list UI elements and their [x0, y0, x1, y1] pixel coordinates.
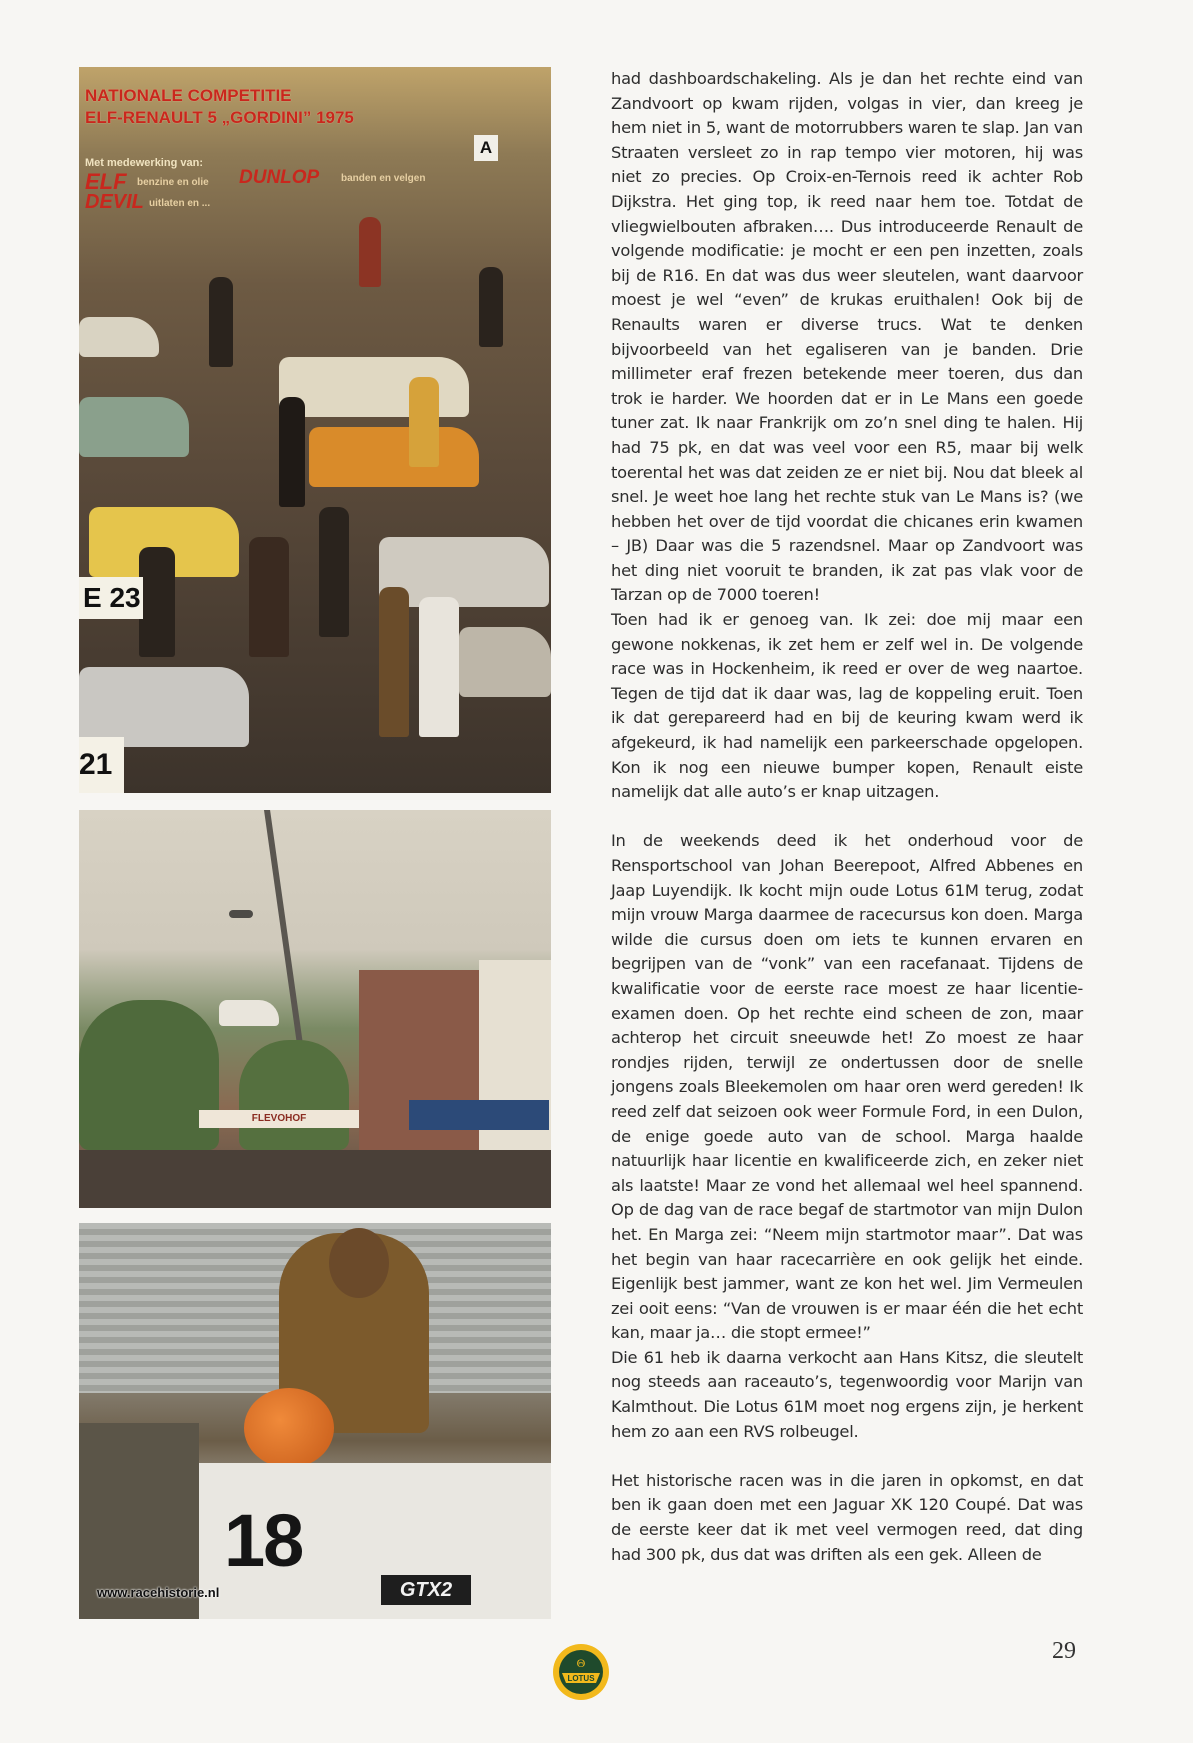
article-paragraph: Toen had ik er genoeg van. Ik zei: doe mij maar een gewone nokkenas, ik zet hem er zelf wel in. De volgende race was in Hockenheim, ik reed er over de weg naartoe. Tegen de tijd dat ik daar was, lag de koppeling eruit. Toen ik dat gerepareerd had en bij de keuring kwam werd ik afgekeurd, ik had namelijk een parkeerschade opgelopen. Kon ik nog een nieuwe bumper kopen, Renault eiste namelijk dat alle auto’s er knap uitzagen.: [611, 610, 1083, 802]
shop-awning: [409, 1100, 549, 1130]
paddock-sign-a: A: [474, 135, 498, 161]
spectator: [319, 507, 349, 637]
lotus-logo-icon: [552, 1643, 610, 1701]
town-square-photo: [79, 810, 551, 1208]
watermark: www.racehistorie.nl: [97, 1585, 220, 1600]
poster-line-2: ELF-RENAULT 5 „GORDINI” 1975: [85, 108, 354, 127]
parked-car: [79, 667, 249, 747]
page-number: 29: [1052, 1638, 1076, 1664]
pit-photo: [79, 1223, 551, 1619]
tree: [239, 1040, 349, 1150]
spectator: [409, 377, 439, 467]
spectator: [419, 597, 459, 737]
car-number-e23: E 23: [79, 577, 143, 619]
poster-dunlop-note: banden en velgen: [341, 173, 426, 184]
suspended-object: [229, 910, 253, 918]
spectator: [209, 277, 233, 367]
townhouse-white: [479, 960, 551, 1160]
flevohof-banner: FLEVOHOF: [199, 1110, 359, 1128]
paddock-photo: [79, 67, 551, 793]
article-paragraph: Het historische racen was in die jaren in opkomst, en dat ben ik gaan doen met een Jaguar XK 120 Coupé. Dat was de eerste keer dat ik met veel vermogen reed, dat ding had 300 pk, dus dat was driften als een gek. Alleen de: [611, 1470, 1083, 1564]
poster-line-1: NATIONALE COMPETITIE: [85, 86, 292, 105]
spectator: [379, 587, 409, 737]
spectator: [279, 397, 305, 507]
suspended-car: [219, 1000, 279, 1026]
spectator: [139, 547, 175, 657]
spectator: [249, 537, 289, 657]
poster-heading: [85, 85, 525, 129]
parked-car: [79, 397, 189, 457]
article-column: [611, 67, 1083, 1567]
poster-brand-elf: ELF: [85, 169, 127, 194]
spectator: [359, 217, 381, 287]
svg-text:Θ: Θ: [576, 1656, 586, 1670]
mechanic-head: [329, 1228, 389, 1298]
parked-car: [79, 317, 159, 357]
poster-brand-devil: DEVIL: [85, 191, 144, 213]
article-paragraph: Die 61 heb ik daarna verkocht aan Hans Kitsz, die sleutelt nog steeds aan raceauto’s, tegenwoordig voor Marijn van Kalmthout. Die Lotus 61M moet nog ergens zijn, je herkent hem zo aan een RVS rolbeugel.: [611, 1347, 1083, 1441]
spectator: [479, 267, 503, 347]
parked-car: [459, 627, 551, 697]
poster-brand-dunlop: DUNLOP: [239, 167, 320, 188]
orange-helmet: [244, 1388, 334, 1468]
parked-car: [279, 357, 469, 417]
lotus-logo-text: LOTUS: [567, 1674, 595, 1683]
article-paragraph: In de weekends deed ik het onderhoud voor de Rensportschool van Johan Beerepoot, Alfred Abbenes en Jaap Luyendijk. Ik kocht mijn oude Lotus 61M terug, zodat mijn vrouw Marga daarmee de racecursus kon doen. Marga wilde die cursus doen om iets te kunnen ervaren en begrijpen van de “vonk” van een racefanaat. Tijdens de kwalificatie voor de eerste race moest ze haar licentie-examen doen. Op het rechte eind scheen de zon, maar achterop het circuit sneeuwde het! Zo moest ze haar rondjes rijden, terwijl ze ondertussen door de snelle jongens zoals Bleekemolen om haar oren werd gereden! Ik reed zelf dat seizoen ook weer Formule Ford, in een Dulon, de enige goede auto van de school. Marga haalde natuurlijk haar licentie en kwalificeerde zich, en zeker niet als laatste! Maar ze vond het allemaal wel heel spannend. Op de dag van de race begaf de startmotor van mijn Dulon het. En Marga zei: “Neem mijn startmotor maar”. Dat was het begin van haar racecarrière en ook gelijk het einde. Eigenlijk best jammer, want ze kon het wel. Jim Vermeulen zei ooit eens: “Van de vrouwen is er maar één die het echt kan, maar ja… die stopt ermee!”: [611, 831, 1083, 1343]
article-paragraph: had dashboardschakeling. Als je dan het rechte eind van Zandvoort op kwam rijden, volgas in vier, dan kreeg je hem niet in 5, want de motorrubbers waren te slap. Jan van Straaten versleet zo in rap tempo vier motoren, hij was niet zo precies. Op Croix-en-Ternois reed ik achter Rob Dijkstra. Het ging top, ik reed naar hem toe. Totdat de vliegwielbouten afbraken…. Dus introduceerde Renault de volgende modificatie: je mocht er een pen inzetten, zoals bij de R16. En dat was dus weer sleutelen, want daarvoor moest je wel “even” de krukas eruithalen! Ook bij de Renaults waren er diverse trucs. Wat te denken bijvoorbeeld van het egaliseren van je banden. Drie millimeter eraf frezen betekende meer toeren, dus dan trok ie harder. We hoorden dat er in Le Mans een goede tuner zat. Ik naar Frankrijk om zo’n snel ding te halen. Hij had 75 pk, en dat was veel voor een R5, maar bij welk toerental het was dat zeiden ze er niet bij. Nou dat bleek al snel. Je weet hoe lang het rechte stuk van Le Mans is? (we hebben het over de tijd voordat die chicanes erin kwamen – JB) Daar was die 5 razendsnel. Maar op Zandvoort was het ding niet vooruit te branden, ik zat pas vlak voor de Tarzan op de 7000 toeren!: [611, 69, 1083, 605]
parked-car: [309, 427, 479, 487]
tree: [79, 1000, 219, 1150]
car-number-18: 18: [224, 1499, 303, 1582]
gtx2-sticker: GTX2: [381, 1575, 471, 1605]
poster-elf-note: benzine en olie: [137, 177, 209, 188]
poster-cooperation: Met medewerking van:: [85, 157, 203, 169]
poster-devil-note: uitlaten en ...: [149, 198, 211, 209]
crowd: [79, 1150, 551, 1208]
car-number-21: 21: [79, 737, 124, 793]
